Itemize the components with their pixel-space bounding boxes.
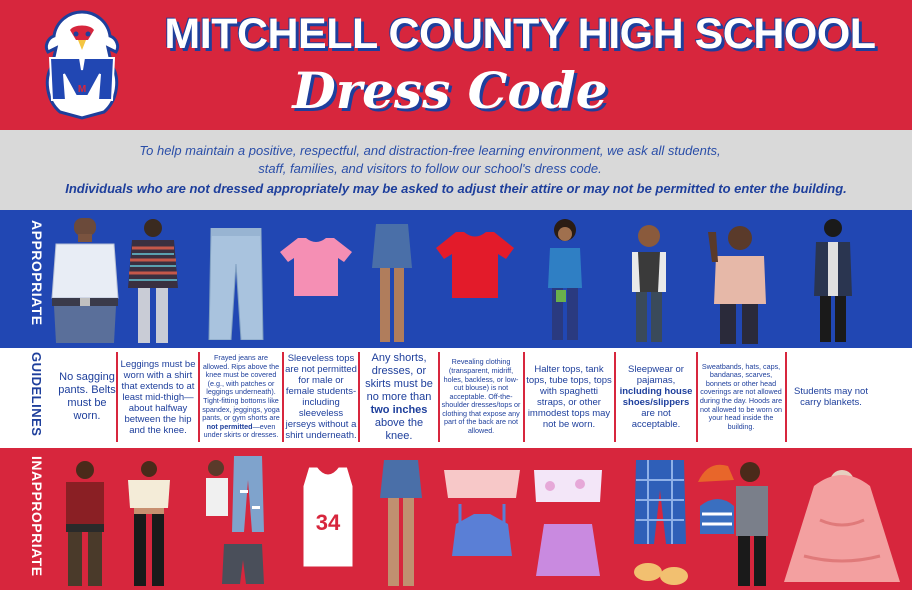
pajama-pants-slippers-illustration: [630, 460, 690, 586]
short-denim-skirt-illustration: [378, 460, 424, 586]
guidelines-label: GUIDELINES: [29, 352, 44, 437]
svg-text:M: M: [77, 84, 87, 95]
inappropriate-label: INAPPROPRIATE: [29, 456, 45, 577]
guideline-halter-tops: Halter tops, tank tops, tube tops, tops with spaghetti straps, or other immodest tops may not be worn.: [526, 364, 612, 430]
pink-t-shirt-illustration: [280, 238, 352, 296]
student-jacket-illustration: [812, 216, 854, 344]
guideline-divider: [198, 352, 200, 442]
red-t-shirt-illustration: [436, 232, 514, 298]
tube-top-skirt-illustration: [530, 460, 606, 582]
guideline-sleepwear: Sleepwear or pajamas, including house shoes/slippers are not acceptable.: [619, 364, 693, 430]
crop-top-bralette-illustration: [440, 464, 524, 584]
intro-text: To help maintain a positive, respectful, and distraction-free learning environment, we ask all students, staff, families, and visitors to follow our school's dress code.: [139, 143, 721, 176]
guideline-divider: [116, 352, 118, 442]
guideline-revealing-clothing: Revealing clothing (transparent, midriff, holes, backless, or low-cut blouse) is not acceptable. Off-the-shoulder dresses/tops or clothing that expose any part of the back are not allowed.: [441, 357, 521, 436]
page-subtitle: Dress Code: [292, 61, 608, 120]
guideline-leggings: Leggings must be worn with a shirt that extends to at least mid-thigh—about halfway between the hip and the knee.: [120, 358, 196, 436]
student-hoodie-illustration: [704, 222, 772, 344]
guideline-divider: [358, 352, 360, 442]
hat-beanie-hood-illustration: [694, 456, 772, 586]
header-banner: [0, 0, 912, 130]
student-long-shirt-leggings-illustration: [124, 218, 182, 343]
eagle-mascot-logo: [40, 8, 125, 120]
guideline-sleeveless: Sleeveless tops are not permitted for male or female students-including sleeveless jerseys without a shirt underneath.: [285, 353, 357, 441]
student-belted-pants-illustration: [48, 218, 123, 343]
intro-section: [0, 130, 912, 210]
guideline-divider: [282, 352, 284, 442]
ripped-jeans-gym-shorts-illustration: [200, 456, 268, 586]
jersey-number: 34: [315, 510, 341, 535]
jeans-illustration: [205, 228, 267, 340]
intro-warning: Individuals who are not dressed appropriately may be asked to adjust their attire or may not be permitted to enter the building.: [65, 181, 847, 196]
appropriate-label: APPROPRIATE: [29, 220, 45, 326]
guideline-divider: [614, 352, 616, 442]
student-girl-illustration: [544, 216, 586, 344]
guideline-shorts-length: Any shorts, dresses, or skirts must be no more than two inches above the knee.: [365, 351, 433, 442]
guideline-blankets: Students may not carry blankets.: [794, 386, 868, 408]
guideline-divider: [523, 352, 525, 442]
student-sagging-pants-illustration: [60, 460, 110, 586]
guideline-divider: [696, 352, 698, 442]
student-boy-illustration: [628, 222, 670, 344]
guideline-head-coverings: Sweatbands, hats, caps, bandanas, scarves, bonnets or other head coverings are not allowed during the day. Hoods are not allowed to be worn on your head inside the building.: [699, 361, 783, 431]
guideline-divider: [438, 352, 440, 442]
sleeveless-jersey-illustration: [298, 466, 358, 568]
page-title: MITCHELL COUNTY HIGH SCHOOL: [164, 10, 876, 58]
guideline-divider: [785, 352, 787, 442]
guideline-jeans: Frayed jeans are allowed. Rips above the knee must be covered (e.g., with patches or leggings underneath). Tight-fitting bottoms like spandex, jeggings, yoga pants, or gym shorts are not permitted—even under skirts or dresses.: [202, 353, 280, 440]
denim-skirt-illustration: [370, 224, 414, 342]
crop-top-leggings-illustration: [124, 460, 174, 586]
guideline-sagging-pants: No sagging pants. Belts must be worn.: [58, 371, 116, 422]
student-blanket-illustration: [780, 460, 904, 586]
